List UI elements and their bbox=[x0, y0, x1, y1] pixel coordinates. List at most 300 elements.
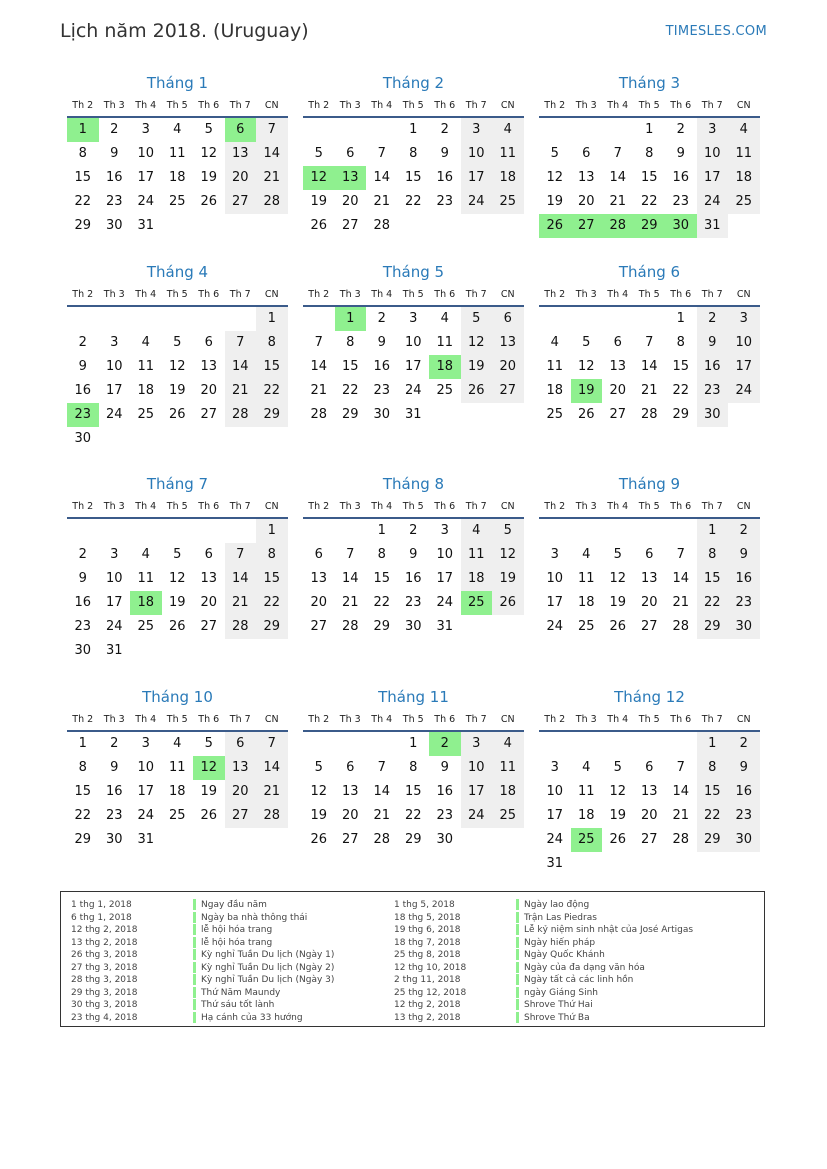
day-cell: 21 bbox=[640, 383, 658, 398]
empty-cell bbox=[366, 118, 398, 142]
day-cell: 10 bbox=[728, 331, 760, 355]
empty-cell bbox=[162, 307, 194, 331]
month-name: Tháng 7 bbox=[146, 475, 209, 493]
day-cell: 25 bbox=[728, 190, 760, 214]
weekday-header bbox=[539, 497, 760, 519]
weekday-header bbox=[303, 710, 524, 732]
day-cell: 7 bbox=[256, 118, 288, 142]
day-cell: 3 bbox=[110, 335, 119, 350]
day-cell: 8 bbox=[645, 146, 654, 161]
day-cell: 2 bbox=[697, 307, 729, 331]
day-cell: 13 bbox=[640, 784, 658, 799]
weekday-name: Th 5 bbox=[402, 714, 424, 725]
legend-holiday-name: Shrove Thứ Hai bbox=[524, 1000, 593, 1010]
legend-date: 25 thg 8, 2018 bbox=[394, 950, 461, 960]
day-cell: 6 bbox=[346, 760, 355, 775]
day-cell: 24 bbox=[461, 804, 493, 828]
holiday-day-cell: 6 bbox=[225, 118, 257, 142]
legend-date: 1 thg 1, 2018 bbox=[71, 900, 132, 910]
day-cell: 4 bbox=[550, 335, 559, 350]
day-cell: 6 bbox=[225, 732, 257, 756]
month-name: Tháng 11 bbox=[378, 688, 449, 706]
empty-cell bbox=[335, 732, 367, 756]
day-cell: 28 bbox=[373, 218, 391, 233]
day-cell: 24 bbox=[404, 383, 422, 398]
holiday-day-cell: 25 bbox=[571, 828, 603, 852]
day-cell: 3 bbox=[141, 736, 150, 751]
legend-item bbox=[394, 912, 693, 925]
day-cell: 24 bbox=[105, 407, 123, 422]
legend-date: 18 thg 7, 2018 bbox=[394, 937, 461, 948]
day-cell: 24 bbox=[697, 190, 729, 214]
day-cell: 25 bbox=[492, 190, 524, 214]
weekday-name: CN bbox=[264, 501, 279, 512]
day-cell: 30 bbox=[105, 832, 123, 847]
day-cell: 8 bbox=[346, 335, 355, 350]
empty-cell bbox=[634, 519, 666, 543]
day-grid bbox=[303, 118, 524, 238]
legend-item bbox=[71, 1012, 334, 1025]
holiday-day-cell: 19 bbox=[571, 379, 603, 403]
weekday-name: Th 3 bbox=[339, 501, 361, 512]
day-cell: 12 bbox=[310, 784, 328, 799]
day-cell: 24 bbox=[137, 808, 155, 823]
legend-date: 1 thg 5, 2018 bbox=[394, 900, 455, 910]
day-cell: 2 bbox=[110, 122, 119, 137]
legend-item bbox=[394, 999, 693, 1012]
legend-item bbox=[71, 962, 334, 975]
day-cell: 22 bbox=[256, 379, 288, 403]
empty-cell bbox=[539, 732, 571, 756]
holiday-day-cell: 27 bbox=[571, 214, 603, 238]
day-cell: 11 bbox=[137, 359, 155, 374]
day-cell: 29 bbox=[672, 407, 690, 422]
holiday-day-cell: 13 bbox=[335, 166, 367, 190]
weekday-name: Th 4 bbox=[135, 100, 157, 111]
day-cell: 6 bbox=[582, 146, 591, 161]
day-cell: 30 bbox=[74, 431, 92, 446]
day-cell: 23 bbox=[697, 379, 729, 403]
day-cell: 1 bbox=[78, 736, 87, 751]
day-cell: 15 bbox=[404, 170, 422, 185]
day-cell: 11 bbox=[728, 142, 760, 166]
day-cell: 19 bbox=[546, 194, 564, 209]
day-cell: 8 bbox=[409, 760, 418, 775]
day-cell: 20 bbox=[609, 383, 627, 398]
day-cell: 23 bbox=[74, 619, 92, 634]
day-cell: 11 bbox=[461, 543, 493, 567]
weekday-name: Th 5 bbox=[166, 100, 188, 111]
day-cell: 1 bbox=[377, 523, 386, 538]
legend-item bbox=[394, 937, 693, 950]
empty-cell bbox=[303, 118, 335, 142]
day-cell: 24 bbox=[461, 190, 493, 214]
month-block bbox=[539, 684, 760, 876]
weekday-name: Th 6 bbox=[670, 100, 692, 111]
legend-date: 19 thg 6, 2018 bbox=[394, 925, 461, 935]
legend-date: 2 thg 11, 2018 bbox=[394, 975, 461, 985]
day-cell: 3 bbox=[440, 523, 449, 538]
day-cell: 5 bbox=[204, 122, 213, 137]
day-cell: 26 bbox=[168, 619, 186, 634]
legend-date: 18 thg 5, 2018 bbox=[394, 912, 461, 923]
day-cell: 20 bbox=[225, 166, 257, 190]
weekday-name: Th 4 bbox=[371, 100, 393, 111]
empty-cell bbox=[130, 307, 162, 331]
day-cell: 14 bbox=[225, 355, 257, 379]
empty-cell bbox=[225, 519, 257, 543]
legend-date: 12 thg 2, 2018 bbox=[394, 1000, 461, 1010]
day-cell: 21 bbox=[225, 591, 257, 615]
day-cell: 6 bbox=[314, 547, 323, 562]
weekday-name: Th 4 bbox=[607, 714, 629, 725]
day-cell: 16 bbox=[105, 170, 123, 185]
day-cell: 27 bbox=[341, 218, 359, 233]
month-block bbox=[303, 471, 524, 639]
weekday-name: Th 7 bbox=[229, 714, 251, 725]
empty-cell bbox=[67, 307, 99, 331]
holiday-marker-icon bbox=[516, 1012, 519, 1023]
day-cell: 14 bbox=[672, 571, 690, 586]
weekday-header bbox=[67, 497, 288, 519]
weekday-name: Th 4 bbox=[607, 289, 629, 300]
day-cell: 10 bbox=[546, 571, 564, 586]
day-cell: 30 bbox=[74, 643, 92, 658]
month-name: Tháng 4 bbox=[146, 263, 209, 281]
holiday-day-cell: 12 bbox=[193, 756, 225, 780]
day-cell: 28 bbox=[373, 832, 391, 847]
weekday-name: CN bbox=[500, 501, 515, 512]
day-cell: 1 bbox=[409, 122, 418, 137]
month-block bbox=[539, 471, 760, 639]
day-cell: 28 bbox=[672, 619, 690, 634]
month-block bbox=[67, 471, 288, 663]
legend-holiday-name: Kỳ nghỉ Tuần Du lịch (Ngày 3) bbox=[201, 975, 335, 985]
legend-item bbox=[71, 949, 334, 962]
empty-cell bbox=[366, 732, 398, 756]
day-cell: 3 bbox=[141, 122, 150, 137]
day-cell: 15 bbox=[74, 784, 92, 799]
day-cell: 16 bbox=[728, 567, 760, 591]
day-cell: 25 bbox=[137, 619, 155, 634]
day-cell: 16 bbox=[697, 355, 729, 379]
empty-cell bbox=[162, 519, 194, 543]
legend-holiday-name: lễ hội hóa trang bbox=[201, 937, 273, 948]
day-cell: 16 bbox=[74, 595, 92, 610]
weekday-name: CN bbox=[736, 289, 751, 300]
day-cell: 26 bbox=[577, 407, 595, 422]
day-cell: 5 bbox=[613, 760, 622, 775]
weekday-name: Th 7 bbox=[229, 289, 251, 300]
day-cell: 3 bbox=[550, 547, 559, 562]
day-cell: 21 bbox=[609, 194, 627, 209]
day-cell: 27 bbox=[225, 804, 257, 828]
day-cell: 18 bbox=[577, 808, 595, 823]
weekday-header bbox=[67, 710, 288, 732]
day-cell: 29 bbox=[256, 615, 288, 639]
day-cell: 30 bbox=[404, 619, 422, 634]
weekday-name: Th 2 bbox=[72, 100, 94, 111]
legend-column-right bbox=[394, 899, 693, 1024]
day-cell: 21 bbox=[672, 808, 690, 823]
day-cell: 17 bbox=[461, 166, 493, 190]
day-cell: 27 bbox=[609, 407, 627, 422]
day-cell: 17 bbox=[105, 383, 123, 398]
day-cell: 30 bbox=[697, 403, 729, 427]
weekday-header bbox=[539, 285, 760, 307]
day-cell: 28 bbox=[341, 619, 359, 634]
legend-holiday-name: Shrove Thứ Ba bbox=[524, 1012, 590, 1023]
weekday-name: CN bbox=[500, 289, 515, 300]
weekday-name: Th 5 bbox=[638, 714, 660, 725]
day-cell: 8 bbox=[256, 331, 288, 355]
weekday-name: Th 3 bbox=[339, 714, 361, 725]
month-name: Tháng 5 bbox=[382, 263, 445, 281]
day-cell: 14 bbox=[341, 571, 359, 586]
month-block bbox=[67, 684, 288, 852]
empty-cell bbox=[634, 307, 666, 331]
weekday-name: Th 3 bbox=[103, 501, 125, 512]
legend-holiday-name: Lễ kỷ niệm sinh nhật của José Artigas bbox=[524, 925, 694, 935]
weekday-name: Th 6 bbox=[434, 100, 456, 111]
day-cell: 14 bbox=[672, 784, 690, 799]
day-cell: 28 bbox=[640, 407, 658, 422]
weekday-name: Th 2 bbox=[72, 501, 94, 512]
legend-column-left bbox=[71, 899, 334, 1024]
empty-cell bbox=[99, 307, 131, 331]
legend-holiday-name: Ngày ba nhà thông thái bbox=[201, 912, 308, 923]
day-cell: 8 bbox=[78, 146, 87, 161]
weekday-name: Th 3 bbox=[575, 289, 597, 300]
weekday-name: Th 6 bbox=[198, 501, 220, 512]
month-name: Tháng 8 bbox=[382, 475, 445, 493]
holiday-marker-icon bbox=[516, 962, 519, 973]
day-grid bbox=[67, 732, 288, 852]
legend-holiday-name: Ngày lao động bbox=[524, 900, 590, 910]
weekday-name: Th 2 bbox=[308, 501, 330, 512]
day-cell: 1 bbox=[676, 311, 685, 326]
legend-holiday-name: Ngày của đa dạng văn hóa bbox=[524, 962, 645, 973]
legend-date: 25 thg 12, 2018 bbox=[394, 987, 467, 998]
day-cell: 13 bbox=[200, 359, 218, 374]
legend-item bbox=[71, 974, 334, 987]
holiday-marker-icon bbox=[193, 974, 196, 985]
day-grid bbox=[539, 307, 760, 427]
legend-holiday-name: Thứ Năm Maundy bbox=[201, 987, 281, 998]
day-cell: 12 bbox=[609, 571, 627, 586]
day-cell: 17 bbox=[697, 166, 729, 190]
day-cell: 20 bbox=[640, 808, 658, 823]
legend-item bbox=[71, 899, 334, 912]
holiday-day-cell: 30 bbox=[665, 214, 697, 238]
weekday-name: Th 3 bbox=[103, 714, 125, 725]
weekday-name: Th 6 bbox=[434, 501, 456, 512]
day-cell: 9 bbox=[409, 547, 418, 562]
day-cell: 21 bbox=[373, 808, 391, 823]
weekday-name: Th 2 bbox=[544, 714, 566, 725]
holiday-marker-icon bbox=[193, 937, 196, 948]
day-cell: 15 bbox=[404, 784, 422, 799]
holiday-marker-icon bbox=[193, 987, 196, 998]
legend-date: 28 thg 3, 2018 bbox=[71, 975, 138, 985]
day-cell: 11 bbox=[577, 571, 595, 586]
legend-date: 30 thg 3, 2018 bbox=[71, 1000, 138, 1010]
day-cell: 4 bbox=[492, 732, 524, 756]
legend-date: 29 thg 3, 2018 bbox=[71, 987, 138, 998]
day-cell: 14 bbox=[373, 784, 391, 799]
day-cell: 25 bbox=[492, 804, 524, 828]
day-cell: 12 bbox=[200, 146, 218, 161]
day-cell: 30 bbox=[436, 832, 454, 847]
day-cell: 12 bbox=[609, 784, 627, 799]
day-cell: 23 bbox=[436, 808, 454, 823]
day-cell: 23 bbox=[728, 804, 760, 828]
day-cell: 11 bbox=[546, 359, 564, 374]
brand-link[interactable]: TIMESLES.COM bbox=[665, 24, 767, 39]
weekday-name: CN bbox=[264, 100, 279, 111]
day-cell: 15 bbox=[672, 359, 690, 374]
day-cell: 1 bbox=[256, 307, 288, 331]
day-cell: 24 bbox=[105, 619, 123, 634]
legend-item bbox=[394, 899, 693, 912]
day-cell: 24 bbox=[546, 619, 564, 634]
day-cell: 13 bbox=[577, 170, 595, 185]
day-cell: 31 bbox=[404, 407, 422, 422]
day-grid bbox=[303, 732, 524, 852]
holiday-day-cell: 2 bbox=[429, 732, 461, 756]
day-cell: 13 bbox=[341, 784, 359, 799]
day-cell: 7 bbox=[377, 146, 386, 161]
day-cell: 20 bbox=[200, 595, 218, 610]
weekday-name: Th 6 bbox=[434, 289, 456, 300]
day-cell: 6 bbox=[613, 335, 622, 350]
empty-cell bbox=[634, 732, 666, 756]
weekday-name: Th 5 bbox=[638, 289, 660, 300]
weekday-name: Th 2 bbox=[72, 714, 94, 725]
empty-cell bbox=[130, 519, 162, 543]
day-cell: 10 bbox=[404, 335, 422, 350]
day-cell: 9 bbox=[697, 331, 729, 355]
legend-date: 26 thg 3, 2018 bbox=[71, 950, 138, 960]
month-name: Tháng 12 bbox=[614, 688, 685, 706]
day-cell: 7 bbox=[346, 547, 355, 562]
weekday-name: Th 7 bbox=[701, 714, 723, 725]
weekday-name: Th 6 bbox=[670, 289, 692, 300]
day-cell: 2 bbox=[728, 519, 760, 543]
holiday-marker-icon bbox=[516, 924, 519, 935]
day-grid bbox=[67, 307, 288, 451]
day-cell: 5 bbox=[613, 547, 622, 562]
day-cell: 19 bbox=[461, 355, 493, 379]
weekday-name: Th 5 bbox=[166, 289, 188, 300]
empty-cell bbox=[602, 118, 634, 142]
empty-cell bbox=[303, 519, 335, 543]
weekday-name: Th 7 bbox=[465, 100, 487, 111]
month-block bbox=[67, 259, 288, 451]
day-cell: 8 bbox=[256, 543, 288, 567]
day-cell: 17 bbox=[461, 780, 493, 804]
day-cell: 25 bbox=[168, 194, 186, 209]
day-cell: 29 bbox=[74, 832, 92, 847]
day-cell: 28 bbox=[672, 832, 690, 847]
day-cell: 5 bbox=[173, 547, 182, 562]
weekday-name: Th 7 bbox=[701, 100, 723, 111]
weekday-name: Th 2 bbox=[72, 289, 94, 300]
day-cell: 23 bbox=[728, 591, 760, 615]
day-cell: 18 bbox=[168, 784, 186, 799]
day-cell: 7 bbox=[314, 335, 323, 350]
day-cell: 17 bbox=[105, 595, 123, 610]
empty-cell bbox=[303, 307, 335, 331]
day-cell: 12 bbox=[577, 359, 595, 374]
day-cell: 19 bbox=[609, 595, 627, 610]
day-cell: 26 bbox=[200, 808, 218, 823]
day-cell: 2 bbox=[440, 122, 449, 137]
day-cell: 19 bbox=[200, 784, 218, 799]
day-cell: 28 bbox=[225, 615, 257, 639]
day-cell: 14 bbox=[225, 567, 257, 591]
holiday-marker-icon bbox=[516, 949, 519, 960]
day-cell: 31 bbox=[105, 643, 123, 658]
weekday-name: CN bbox=[736, 714, 751, 725]
day-cell: 13 bbox=[310, 571, 328, 586]
legend-holiday-name: Ngày Quốc Khánh bbox=[524, 950, 605, 960]
day-cell: 31 bbox=[546, 856, 564, 871]
legend-item bbox=[394, 987, 693, 1000]
day-cell: 23 bbox=[105, 808, 123, 823]
day-cell: 24 bbox=[436, 595, 454, 610]
day-cell: 14 bbox=[256, 142, 288, 166]
weekday-name: Th 3 bbox=[339, 100, 361, 111]
day-cell: 10 bbox=[461, 142, 493, 166]
day-cell: 23 bbox=[672, 194, 690, 209]
legend-holiday-name: ngày Giáng Sinh bbox=[524, 987, 599, 998]
day-cell: 27 bbox=[310, 619, 328, 634]
day-cell: 15 bbox=[256, 355, 288, 379]
day-cell: 11 bbox=[168, 760, 186, 775]
day-cell: 15 bbox=[373, 571, 391, 586]
weekday-name: Th 4 bbox=[371, 501, 393, 512]
day-cell: 23 bbox=[404, 595, 422, 610]
holiday-day-cell: 26 bbox=[539, 214, 571, 238]
day-cell: 2 bbox=[728, 732, 760, 756]
day-cell: 13 bbox=[225, 142, 257, 166]
weekday-name: Th 7 bbox=[701, 289, 723, 300]
day-cell: 15 bbox=[697, 780, 729, 804]
day-cell: 6 bbox=[204, 335, 213, 350]
day-cell: 15 bbox=[256, 567, 288, 591]
day-cell: 25 bbox=[546, 407, 564, 422]
weekday-name: Th 4 bbox=[135, 714, 157, 725]
day-cell: 11 bbox=[492, 756, 524, 780]
empty-cell bbox=[571, 732, 603, 756]
day-cell: 12 bbox=[461, 331, 493, 355]
weekday-name: Th 5 bbox=[166, 714, 188, 725]
day-cell: 5 bbox=[550, 146, 559, 161]
weekday-header bbox=[303, 285, 524, 307]
day-cell: 20 bbox=[200, 383, 218, 398]
day-cell: 28 bbox=[225, 403, 257, 427]
weekday-name: Th 6 bbox=[198, 714, 220, 725]
day-cell: 25 bbox=[577, 619, 595, 634]
weekday-name: Th 4 bbox=[607, 501, 629, 512]
weekday-header bbox=[303, 96, 524, 118]
day-cell: 16 bbox=[728, 780, 760, 804]
weekday-header bbox=[303, 497, 524, 519]
day-cell: 26 bbox=[609, 832, 627, 847]
day-cell: 5 bbox=[314, 760, 323, 775]
empty-cell bbox=[571, 307, 603, 331]
